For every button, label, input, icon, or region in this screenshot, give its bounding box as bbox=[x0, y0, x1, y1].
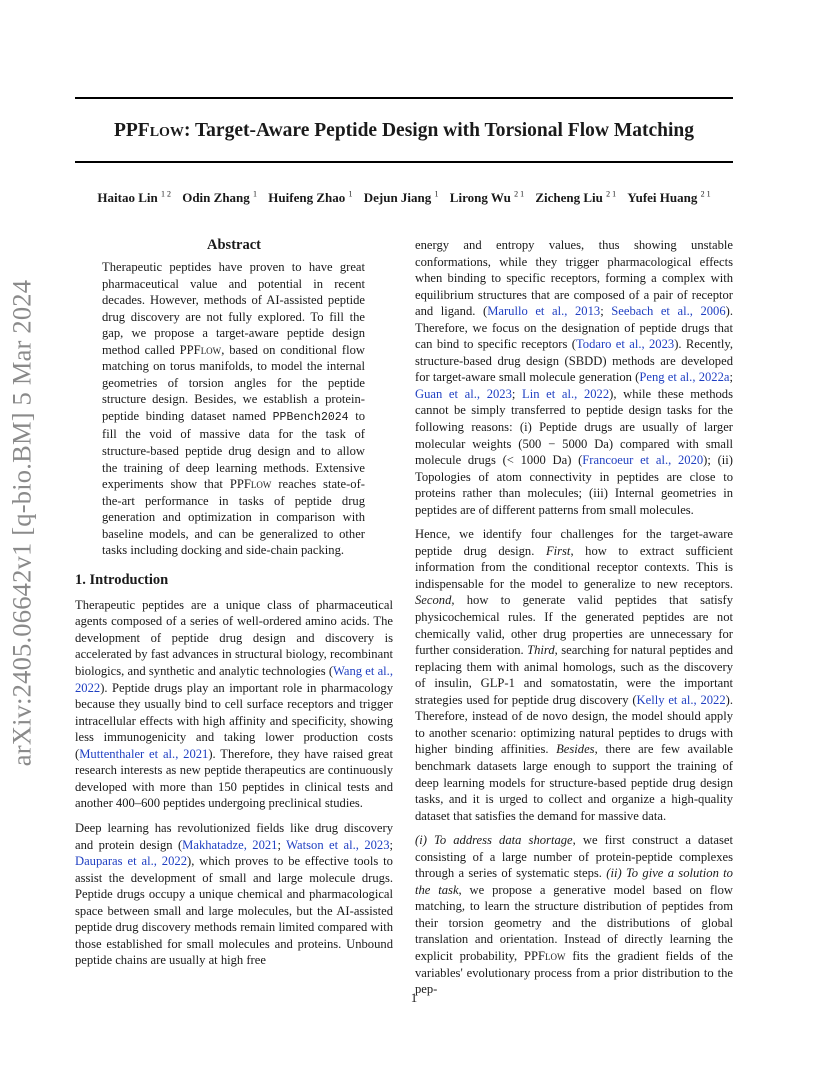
paragraph-text: , searching for natural peptides and replacing them with animal homologs, such as the discovery of insulin, GLP-1 and somatostatin, were the important strategies used for peptide drug discovery ( bbox=[415, 643, 733, 707]
title-smallcaps: low bbox=[149, 120, 184, 141]
author-name: Huifeng Zhao bbox=[268, 190, 346, 206]
author-affiliation: 1 bbox=[348, 190, 353, 199]
title-prefix: PPF bbox=[113, 120, 150, 141]
author-name: Yufei Huang bbox=[627, 190, 698, 206]
paragraph-text: ), while these methods cannot be simply transferred to peptide design tasks for the following reasons: (i) Peptide drugs are usually of larger molecular weights (500 − 5000 Da) compared with small molecule drugs (< 1000 Da) ( bbox=[415, 386, 733, 468]
separator: ; bbox=[600, 304, 612, 319]
emphasis: First bbox=[545, 543, 571, 558]
paragraph-text: ). Recently, structure-based drug design (SBDD) methods are developed for target-aware small molecule generation ( bbox=[415, 337, 733, 385]
abstract-text: Therapeutic peptides have proven to have great pharmaceutical value and potential in recent decades. However, methods of AI-assisted peptide drug discovery are not fully explored. To fill the gap, we propose a target-aware peptide design method called PPF bbox=[102, 260, 365, 357]
author-affiliation: 1 2 bbox=[160, 190, 171, 199]
citation-link[interactable]: Marullo et al., 2013 bbox=[487, 304, 601, 319]
arxiv-stamp: arXiv:2405.06642v1 [q-bio.BM] 5 Mar 2024 bbox=[6, 279, 37, 767]
paragraph-text: ). Therefore, we focus on the designation of peptide drugs that can bind to specific receptors ( bbox=[415, 304, 733, 352]
author-affiliation: 2 1 bbox=[606, 190, 617, 199]
paragraph-text: , we first construct a dataset consisting of a large number of protein-peptide complexes through a series of systematic steps. bbox=[415, 833, 733, 881]
paragraph-text: ), which proves to be effective tools to assist the development of small and large molecule drugs. Peptide drugs occupy a unique chemical and pharmacological space between small and large molecules, but the AI-assisted peptide drug discovery methods remain limited compared with those established for small molecules and proteins. Unbound peptide chains are usually at high free bbox=[75, 854, 393, 968]
citation-link[interactable]: Watson et al., 2023 bbox=[286, 837, 390, 852]
top-rule bbox=[75, 97, 733, 99]
citation-link[interactable]: Wang et al., 2022 bbox=[75, 664, 393, 695]
author bbox=[268, 190, 352, 205]
page-number: 1 bbox=[410, 990, 418, 1005]
paragraph-text: , how to generate valid peptides that satisfy physicochemical rules. If the generated peptides are not chemically valid, other drug properties are unnecessary for further consideration. bbox=[415, 593, 733, 658]
paragraph-text: Hence, we identify four challenges for the target-aware peptide drug design. bbox=[415, 527, 733, 558]
paragraph-text: Therapeutic peptides are a unique class of pharmaceutical agents composed of a series of well-ordered amino acids. The development of peptide drug design and discovery is accelerated by fast advances in structural biology, recombinant biologics, and synthetic and analytic technologies ( bbox=[75, 597, 393, 679]
citation-link[interactable]: Kelly et al., 2022 bbox=[636, 692, 726, 707]
author-affiliation: 2 1 bbox=[514, 190, 525, 199]
abstract-heading: Abstract bbox=[207, 237, 261, 253]
abstract-body bbox=[102, 259, 365, 559]
author bbox=[182, 190, 257, 205]
citation-link[interactable]: Peng et al., 2022a bbox=[639, 370, 730, 385]
abstract-text: , based on conditional flow matching on torus manifolds, to model the internal geometries of torsion angles for the peptide structure design. Besides, we establish a protein-peptide binding dataset named bbox=[102, 342, 365, 423]
author bbox=[97, 190, 171, 205]
citation-link[interactable]: Muttenthaler et al., 2021 bbox=[79, 746, 209, 761]
separator: ; bbox=[511, 386, 523, 401]
paragraph-text: , how to extract sufficient information from the conditional receptor contexts. This is indispensable for the model to generalize to new receptors. bbox=[415, 543, 733, 591]
author-affiliation: 1 bbox=[434, 190, 439, 199]
author bbox=[535, 190, 616, 205]
citation-link[interactable]: Lin et al., 2022 bbox=[522, 386, 610, 401]
author-list bbox=[75, 190, 733, 206]
paragraph-text: , we propose a generative model based on flow matching, to learn the structure distribution of peptides from their torsion geometry and the distributions of global translation and orientation. Instead of directly learning the explicit probability, PPF bbox=[415, 882, 733, 963]
abstract-text: reaches state-of-the-art performance in tasks of peptide drug generation and optimization in comparison with baseline models, and can be generalized to other tasks including docking and side-chain packing. bbox=[102, 477, 365, 558]
citation-link[interactable]: Francoeur et al., 2020 bbox=[582, 453, 704, 468]
paragraph-text: ); (ii) Topologies of atom connectivity in peptides are close to proteins rather than molecules; (iii) Internal geometries in peptides are of different patterns from small molecules. bbox=[415, 453, 733, 517]
emphasis: (i) To address data shortage bbox=[415, 833, 573, 848]
emphasis: Third bbox=[527, 643, 555, 658]
emphasis: Besides bbox=[556, 742, 595, 757]
abstract-text: to fill the void of massive data for the task of structure-based peptide drug design and to allow the training of deep learning methods. Extensive experiments show that PPF bbox=[102, 408, 365, 492]
citation-link[interactable]: Todaro et al., 2023 bbox=[575, 337, 675, 352]
paragraph-text: , there are few available benchmark datasets large enough to support the training of deep learning models for structure-based peptide drug design tasks, and it is urged to collect and organize a high-quality dataset that satisfies the demand for massive data. bbox=[415, 742, 733, 823]
paragraph-text: energy and entropy values, thus showing unstable conformations, while they trigger pharmacological effects when binding to specific receptors, forming a complex with equilibrium structures that are composed of a pair of receptor and ligand. ( bbox=[415, 238, 733, 319]
section-heading-introduction: 1. Introduction bbox=[75, 571, 169, 588]
right-column bbox=[415, 237, 733, 1006]
paragraph-text: ). Therefore, instead of de novo design, the model should apply to another scenario: optimizing natural peptides to drugs with higher binding affinities. bbox=[415, 692, 733, 757]
author-name: Lirong Wu bbox=[449, 190, 511, 206]
dataset-name: PPBench2024 bbox=[272, 410, 349, 424]
citation-link[interactable]: Dauparas et al., 2022 bbox=[75, 854, 187, 869]
paragraph-text: ). Therefore, they have raised great research interests as new peptide therapeutics are continuously developed with more than 150 peptides in clinical tests and another 400–600 peptides undergoing preclinical studies. bbox=[75, 746, 393, 811]
author-name: Zicheng Liu bbox=[535, 190, 603, 206]
intro-paragraph-3 bbox=[415, 237, 733, 518]
bottom-title-rule bbox=[75, 161, 733, 163]
author bbox=[364, 190, 439, 205]
paragraph-text: fits the gradient fields of the variables' evolutionary process from a prior distribution to the pep- bbox=[415, 948, 733, 997]
intro-paragraph-1 bbox=[75, 597, 393, 812]
smallcaps-text: low bbox=[545, 948, 566, 963]
paragraph-text: Deep learning has revolutionized fields like drug discovery and protein design ( bbox=[75, 820, 393, 852]
citation-link[interactable]: Makhatadze, 2021 bbox=[182, 837, 278, 852]
intro-paragraph-4 bbox=[415, 526, 733, 824]
paper-title bbox=[75, 118, 733, 144]
author bbox=[627, 190, 710, 205]
separator: ; bbox=[729, 370, 733, 385]
author-name: Odin Zhang bbox=[182, 190, 250, 206]
left-column bbox=[75, 236, 393, 977]
author-affiliation: 2 1 bbox=[700, 190, 711, 199]
intro-paragraph-2 bbox=[75, 820, 393, 969]
title-rest: : Target-Aware Peptide Design with Torsional Flow Matching bbox=[183, 120, 695, 141]
citation-link[interactable]: Seebach et al., 2006 bbox=[611, 304, 726, 319]
author-name: Haitao Lin bbox=[97, 190, 158, 206]
separator: ; bbox=[389, 837, 394, 852]
emphasis: Second bbox=[415, 593, 452, 608]
citation-link[interactable]: Guan et al., 2023 bbox=[415, 386, 512, 401]
abstract-smallcaps: low bbox=[200, 342, 222, 357]
abstract-smallcaps: low bbox=[250, 477, 272, 492]
intro-paragraph-5 bbox=[415, 832, 733, 997]
author-name: Dejun Jiang bbox=[363, 190, 432, 206]
emphasis: (ii) To give a solution to the task bbox=[415, 866, 733, 897]
separator: ; bbox=[277, 837, 287, 852]
author bbox=[450, 190, 524, 205]
paragraph-text: ). Peptide drugs play an important role in pharmacology because they usually bind to cell surface receptors and trigger intracellular effects with high affinity and specificity, showing less immunogenicity and taking lower production costs ( bbox=[75, 680, 393, 761]
author-affiliation: 1 bbox=[253, 190, 258, 199]
